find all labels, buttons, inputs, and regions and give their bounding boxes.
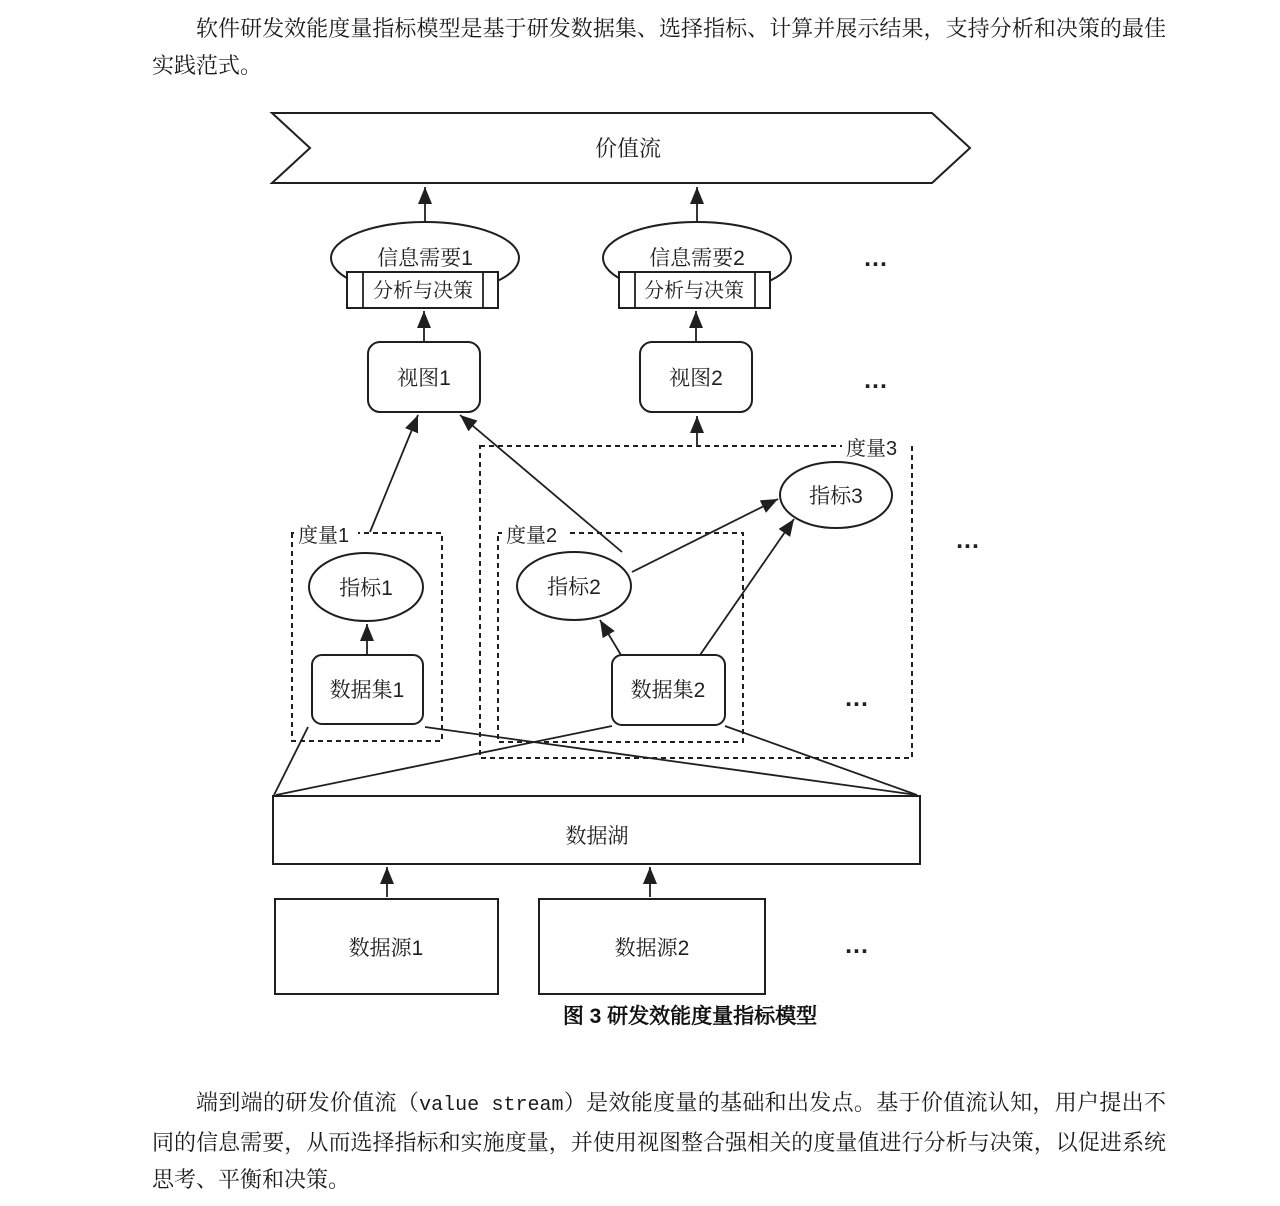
ellipsis-measures: ... [956,526,980,554]
info-need-1-label: 信息需要1 [377,247,473,270]
data-source-2-label: 数据源2 [614,937,690,960]
line-dataset1-right-to-lake [425,727,917,795]
view-2-label: 视图2 [669,367,723,390]
dataset-1-label: 数据集1 [329,679,405,702]
line-dataset1-left-to-lake [274,727,308,795]
value-stream-label: 价值流 [594,136,662,161]
line-dataset2-left-to-lake [276,726,612,795]
outro-paragraph [152,1084,1166,1198]
indicator-1-label: 指标1 [339,577,393,600]
arrow-measure1-to-view1 [370,415,418,532]
arrow-dataset2-to-indicator2 [600,620,621,655]
ellipsis-sources: ... [845,931,869,959]
intro-paragraph: 软件研发效能度量指标模型是基于研发数据集、选择指标、计算并展示结果，支持分析和决策的最佳实践范式。 [152,16,1166,78]
ellipsis-views: ... [864,366,888,394]
outro-code-term: value stream [419,1094,564,1117]
line-dataset2-right-to-lake [725,726,917,795]
analysis-decision-1-label: 分析与决策 [373,280,473,302]
ellipsis-measure3-inner: ... [845,684,869,712]
view-1-label: 视图1 [397,367,451,390]
data-lake-label: 数据湖 [565,825,629,848]
ellipsis-info-needs: ... [864,244,888,272]
outro-text-pre: 端到端的研发价值流（ [196,1090,420,1115]
dataset-2-label: 数据集2 [630,679,706,702]
arrow-indicator2-to-indicator3 [632,499,778,572]
figure-caption: 图 3 研发效能度量指标模型 [562,1005,818,1028]
indicator-3-label: 指标3 [809,485,863,508]
data-source-1-label: 数据源1 [348,937,424,960]
measure-2-label: 度量2 [506,525,558,547]
measure-3-label: 度量3 [846,438,898,460]
measure-1-label: 度量1 [298,525,350,547]
info-need-2-label: 信息需要2 [649,247,745,270]
outro-text-post: ）是效能度量的基础和出发点。基于价值流认知，用户提出不同的信息需要，从而选择指标和实施度量，并使用视图整合强相关的度量值进行分析与决策，以促进系统思考、平衡和决策。 [152,1090,1166,1192]
analysis-decision-2-label: 分析与决策 [644,280,744,302]
arrow-dataset2-to-indicator3 [700,519,794,655]
indicator-2-label: 指标2 [547,576,601,599]
